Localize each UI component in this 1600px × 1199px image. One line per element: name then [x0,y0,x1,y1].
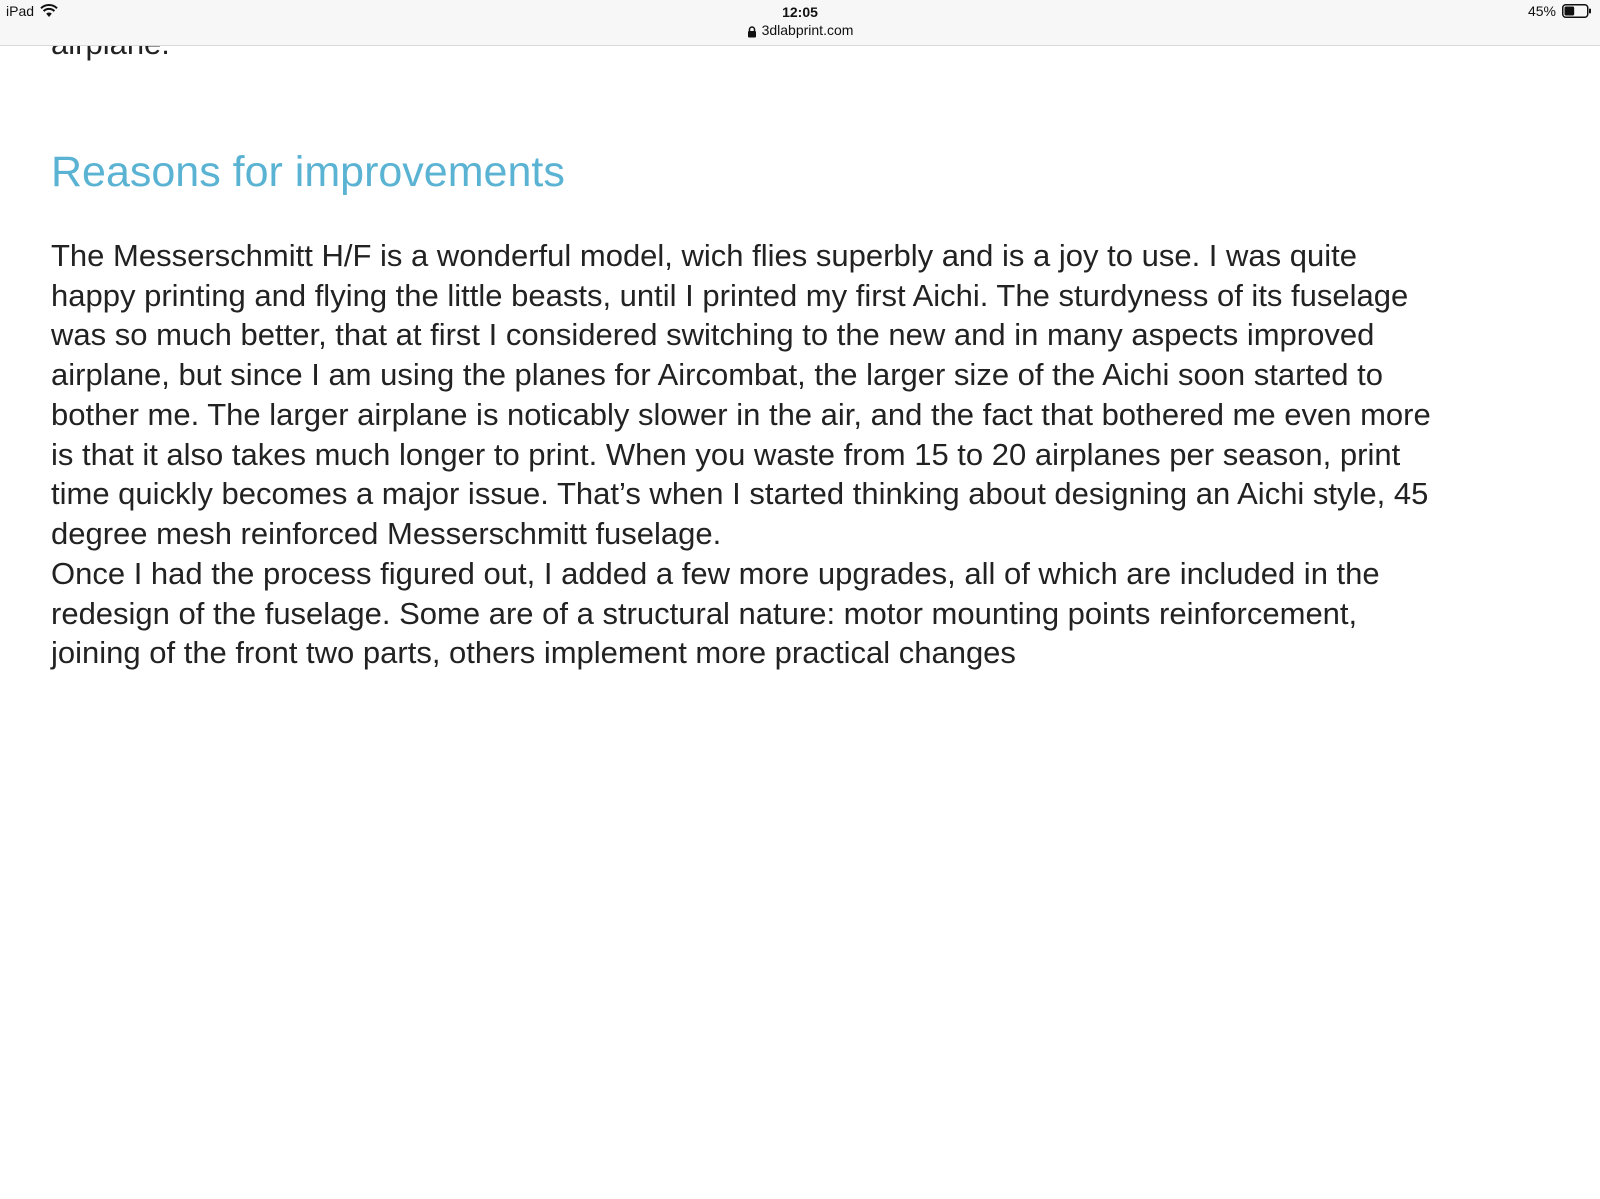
paragraph-line: joining of the front two parts, others implement more practical changes [51,635,1016,671]
paragraph-line: Once I had the process figured out, I added a few more upgrades, all of which are included in the [51,556,1380,591]
paragraph-line: time quickly becomes a major issue. That’s when I started thinking about designing an Aichi style, 45 [51,476,1429,512]
paragraph-line: was so much better, that at first I considered switching to the new and in many aspects improved [51,317,1375,353]
paragraph-line: bother me. The larger airplane is noticably slower in the air, and the fact that bothered me even more [51,396,1431,432]
clock: 12:05 [782,4,818,20]
section-heading: Reasons for improvements [51,148,565,196]
lock-icon [747,24,757,36]
paragraph-line: The Messerschmitt H/F is a wonderful model, wich flies superbly and is a joy to use. I was quite [51,238,1357,273]
paragraph-line: degree mesh reinforced Messerschmitt fuselage. [51,515,722,551]
battery-icon [1562,4,1592,18]
status-center [0,3,1600,43]
battery-percent: 45% [1527,3,1556,19]
status-bar [0,0,1600,46]
device-name: iPad [6,3,35,19]
status-right [1528,3,1592,19]
wifi-icon [40,4,58,18]
paragraph-2 [51,554,1551,673]
paragraph-line: redesign of the fuselage. Some are of a structural nature: motor mounting points reinforcement, [51,595,1358,631]
paragraph-line: airplane, but since I am using the planes for Aircombat, the larger size of the Aichi soon started to [51,357,1384,393]
paragraph-line: happy printing and flying the little beasts, until I printed my first Aichi. The sturdyness of its fuselage [51,277,1409,313]
address-bar[interactable] [747,21,854,39]
url-text[interactable]: 3dlabprint.com [761,22,854,38]
status-left [6,3,58,19]
paragraph-1 [51,236,1551,554]
paragraph-line: is that it also takes much longer to print. When you waste from 15 to 20 airplanes per season, print [51,436,1401,472]
